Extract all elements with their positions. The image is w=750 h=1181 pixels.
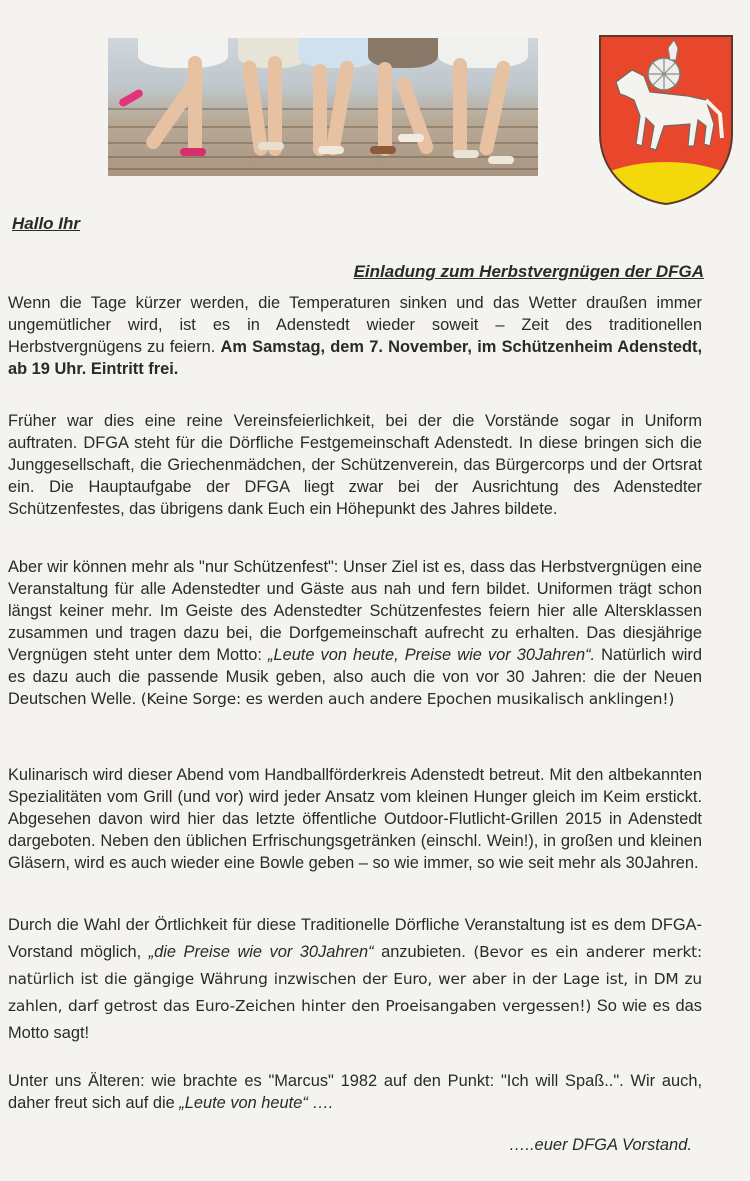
paragraph-4: Kulinarisch wird dieser Abend vom Handballförderkreis Adenstedt betreut. Mit den altbekannten Spezialitäten vom Grill (und vor) wird jeder Ansatz vom kleinen Hunger gleich im Keim erstickt. Abgesehen davon wird hier das letzte öffentliche Outdoor-Flutlicht-Grillen 2015 in Adenstedt dargeboten. Neben den üblichen Erfrischungsgetränken (einschl. Wein!), in großen und kleinen Gläsern, wird es auch wieder eine Bowle geben – so wie immer, so wie seit mehr als 30Jahren. (8, 766, 702, 872)
paragraph-3 (8, 556, 702, 710)
letter-signature: …..euer DFGA Vorstand. (508, 1136, 692, 1154)
paragraph-3-text-2: Natürlich wird es dazu auch die passende Musik geben, also auch die von vor 30 Jahren: die der Neuen Deutschen Welle. (8, 646, 702, 708)
coat-of-arms-image (598, 34, 734, 206)
paragraph-1-event-details: Am Samstag, dem 7. November, im Schützenheim Adenstedt, ab 19 Uhr. Eintritt frei. (8, 338, 702, 378)
paragraph-5-text-3: So wie es das Motto sagt! (8, 997, 702, 1042)
paragraph-5-text-2: anzubieten. (373, 943, 474, 961)
paragraph-3-handwritten-note: (Keine Sorge: es werden auch andere Epochen musikalisch anklingen!) (140, 690, 675, 708)
paragraph-1 (8, 292, 702, 380)
paragraph-3-text: Aber wir können mehr als "nur Schützenfest": Unser Ziel ist es, dass das Herbstvergnügen eine Veranstaltung für alle Adenstedter und Gäste aus nah und fern bildet. Uniformen trägt schon längst keiner mehr. Im Geiste des Adenstedter Schützenfestes feiern hier alle Altersklassen zusammen und tragen dazu bei, die Dorfgemeinschaft aufrecht zu erhalten. Das diesjährige Vergnügen steht unter dem Motto: (8, 558, 702, 664)
paragraph-1-text: Wenn die Tage kürzer werden, die Temperaturen sinken und das Wetter draußen immer ungemütlicher wird, ist es in Adenstedt wieder soweit – Zeit des traditionellen Herbstvergnügens zu feiern. (8, 294, 702, 356)
paragraph-6 (8, 1070, 702, 1114)
paragraph-6-text: Unter uns Älteren: wie brachte es "Marcus" 1982 auf den Punkt: "Ich will Spaß..". Wir auch, daher freut sich auf die (8, 1072, 702, 1112)
coat-of-arms-icon (598, 34, 734, 206)
paragraph-5 (8, 912, 702, 1047)
paragraph-2: Früher war dies eine reine Vereinsfeierlichkeit, bei der die Vorstände sogar in Uniform auftraten. DFGA steht für die Dörfliche Festgemeinschaft Adenstedt. In diese bringen sich die Junggesellschaft, die Griechenmädchen, der Schützenverein, das Bürgercorps und der Ortsrat ein. Die Hauptaufgabe der DFGA liegt zwar bei der Ausrichtung des Adenstedter Schützenfestes, das übrigens dank Euch ein Höhepunkt des Jahres bildete. (8, 412, 702, 518)
paragraph-5-motto: „die Preise wie vor 30Jahren“ (148, 943, 374, 961)
dancing-legs-photo (108, 38, 538, 176)
letter-greeting: Hallo Ihr (12, 214, 81, 233)
paragraph-5-handwritten-note: (Bevor es ein anderer merkt: natürlich ist die gängige Währung inzwischen der Euro, wer aber in der Lage ist, in DM zu zahlen, darf getrost das Euro-Zeichen hinter den Proeisangaben vergessen!) (8, 943, 702, 1015)
paragraph-6-motto: „Leute von heute“ …. (179, 1094, 334, 1112)
paragraph-5-text: Durch die Wahl der Örtlichkeit für diese Traditionelle Dörfliche Veranstaltung ist es dem DFGA-Vorstand möglich, (8, 916, 702, 961)
letter-heading: Einladung zum Herbstvergnügen der DFGA (353, 262, 704, 281)
paragraph-3-motto: „Leute von heute, Preise wie vor 30Jahren“. (268, 646, 596, 664)
